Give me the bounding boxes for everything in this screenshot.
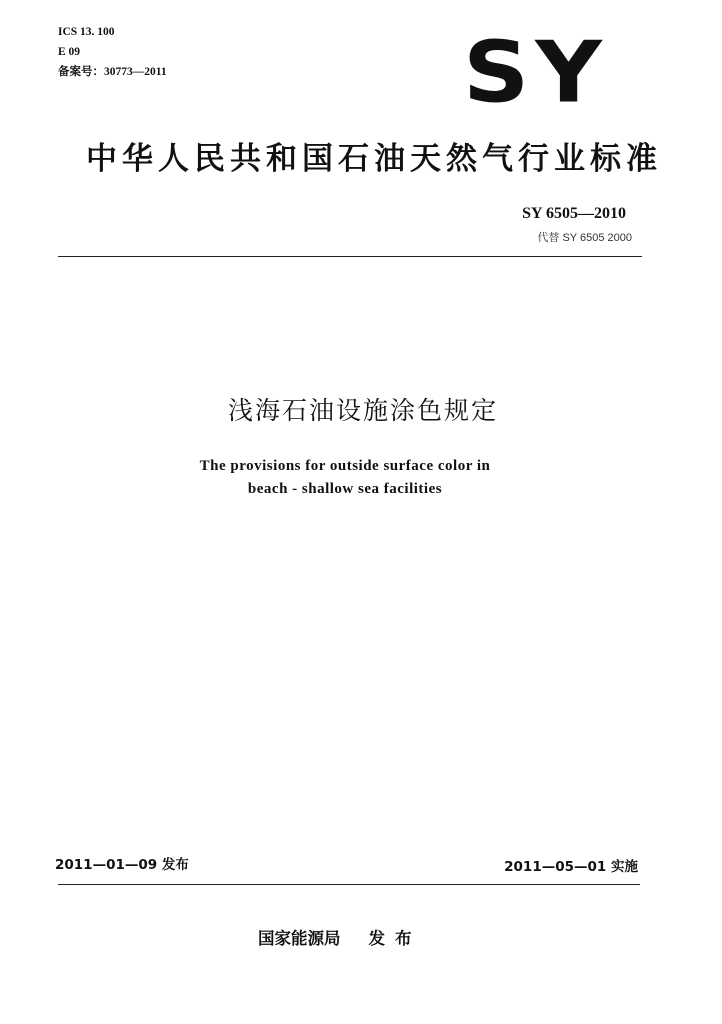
issuer-action: 发布 bbox=[368, 929, 422, 948]
filing-number: 备案号：30773—2011 bbox=[58, 66, 167, 78]
sy-logo: SY bbox=[463, 23, 608, 122]
replaces-standard: 代替 SY 6505 2000 bbox=[537, 232, 632, 244]
title-en-line-2: beach - shallow sea facilities bbox=[247, 481, 443, 497]
title-en-line-1: The provisions for outside surface color in bbox=[199, 458, 491, 474]
top-divider bbox=[58, 256, 642, 257]
publish-date: 2011—01—09 发布 bbox=[55, 857, 189, 873]
standard-code: SY 6505—2010 bbox=[522, 205, 626, 222]
issuer-name: 国家能源局 bbox=[258, 929, 341, 948]
bottom-divider bbox=[58, 884, 640, 885]
classification-code: E 09 bbox=[58, 46, 81, 58]
document-metadata bbox=[58, 22, 167, 82]
effective-date: 2011—05—01 实施 bbox=[504, 859, 638, 875]
ics-code: ICS 13. 100 bbox=[58, 26, 115, 38]
issuer-line bbox=[258, 925, 422, 949]
standard-category-title: 中华人民共和国石油天然气行业标准 bbox=[86, 141, 662, 177]
document-title-cn: 浅海石油设施涂色规定 bbox=[227, 396, 498, 425]
document-title-en bbox=[0, 455, 690, 501]
